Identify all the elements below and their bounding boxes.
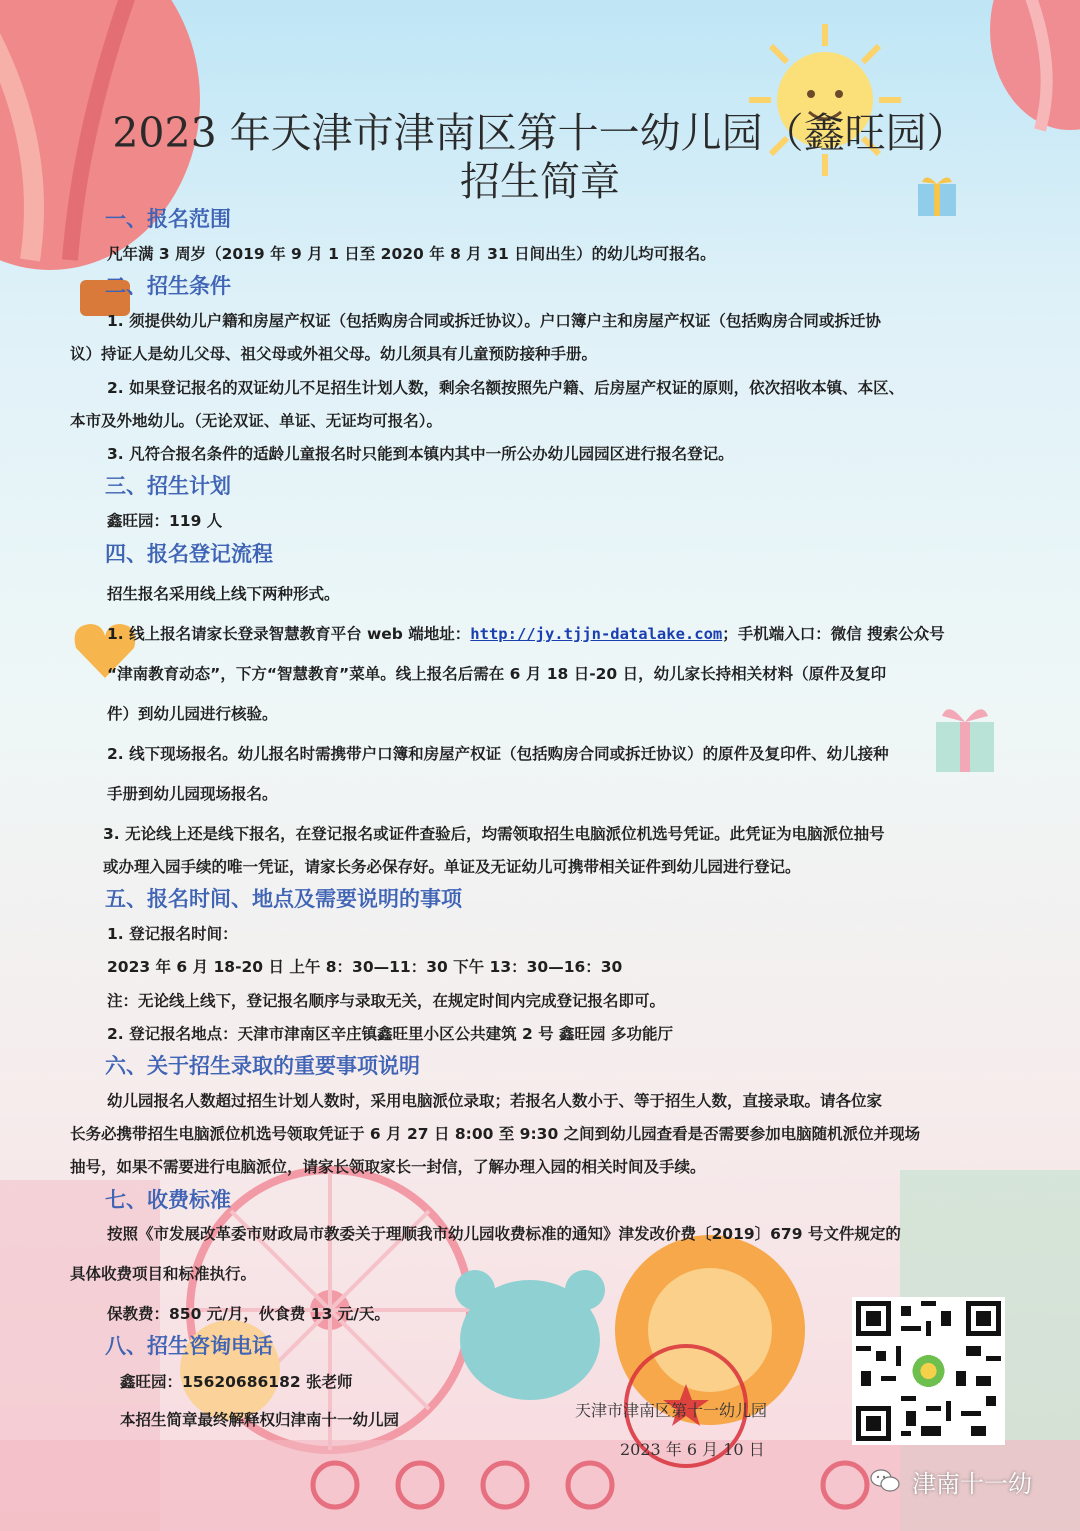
text-span: 1. 线上报名请家长登录智慧教育平台 web 端地址： (107, 625, 471, 643)
paragraph: 招生报名采用线上线下两种形式。 (107, 585, 340, 603)
paragraph: 鑫旺园：119 人 (107, 512, 223, 530)
paragraph: 抽号，如果不需要进行电脑派位，请家长领取家长一封信，了解办理入园的相关时间及手续。 (70, 1158, 706, 1176)
paragraph: 1. 登记报名时间： (107, 925, 238, 943)
section-heading: 三、招生计划 (105, 474, 231, 498)
paragraph: 1. 须提供幼儿户籍和房屋产权证（包括购房合同或拆迁协议）。户口簿户主和房屋产权证（包括购房合同或拆迁协 (107, 312, 881, 330)
text-span: ；手机端入口：微信 搜索公众号 (722, 625, 945, 643)
page-title: 2023 年天津市津南区第十一幼儿园（鑫旺园） (112, 109, 968, 157)
page-subtitle: 招生简章 (460, 159, 620, 205)
watermark-label: 津南十一幼 (912, 1470, 1032, 1498)
section-heading: 四、报名登记流程 (105, 542, 273, 566)
bear-icon (455, 1270, 605, 1400)
paragraph: 具体收费项目和标准执行。 (70, 1265, 257, 1283)
paragraph: 2023 年 6 月 18-20 日 上午 8：30—11：30 下午 13：30—16：30 (107, 958, 623, 976)
paragraph: 注：无论线上线下，登记报名顺序与录取无关，在规定时间内完成登记报名即可。 (107, 992, 666, 1010)
paragraph: 鑫旺园：15620686182 张老师 (120, 1373, 353, 1391)
paragraph: 2. 如果登记报名的双证幼儿不足招生计划人数，剩余名额按照先户籍、后房屋产权证的原则，依次招收本镇、本区、 (107, 379, 905, 397)
registration-link[interactable]: http://jy.tjjn-datalake.com (470, 625, 723, 643)
paragraph: 保教费：850 元/月，伙食费 13 元/天。 (107, 1305, 390, 1323)
paragraph: 件）到幼儿园进行核验。 (107, 705, 278, 723)
gift-box-icon (930, 700, 1000, 775)
qr-code-icon (852, 1297, 1005, 1445)
section-heading: 二、招生条件 (105, 274, 231, 298)
section-heading: 五、报名时间、地点及需要说明的事项 (105, 887, 462, 911)
signature-date: 2023 年 6 月 10 日 (620, 1440, 765, 1459)
paragraph: 本招生简章最终解释权归津南十一幼儿园 (120, 1411, 400, 1429)
section-heading: 一、报名范围 (105, 207, 231, 231)
paragraph: 2. 登记报名地点：天津市津南区辛庄镇鑫旺里小区公共建筑 2 号 鑫旺园 多功能厅 (107, 1025, 673, 1043)
paragraph: 手册到幼儿园现场报名。 (107, 785, 278, 803)
section-heading: 六、关于招生录取的重要事项说明 (105, 1054, 420, 1078)
paragraph: 议）持证人是幼儿父母、祖父母或外祖父母。幼儿须具有儿童预防接种手册。 (70, 345, 598, 363)
paragraph: 长务必携带招生电脑派位机选号领取凭证于 6 月 27 日 8:00 至 9:30 之间到幼儿园查看是否需要参加电脑随机派位并现场 (70, 1125, 921, 1143)
watermark (870, 1462, 1050, 1502)
section-heading: 七、收费标准 (105, 1188, 231, 1212)
paragraph: 2. 线下现场报名。幼儿报名时需携带户口簿和房屋产权证（包括购房合同或拆迁协议）的原件及复印件、幼儿接种 (107, 745, 889, 763)
signature-org: 天津市津南区第十一幼儿园 (575, 1401, 768, 1420)
paragraph: 或办理入园手续的唯一凭证，请家长务必保存好。单证及无证幼儿可携带相关证件到幼儿园进行登记。 (103, 858, 801, 876)
wechat-icon (870, 1468, 900, 1494)
paragraph: “津南教育动态”，下方“智慧教育”菜单。线上报名后需在 6 月 18 日-20 日，幼儿家长持相关材料（原件及复印 (107, 665, 887, 683)
paragraph: 本市及外地幼儿。（无论双证、单证、无证均可报名）。 (70, 412, 443, 430)
section-heading: 八、招生咨询电话 (105, 1334, 273, 1358)
paragraph: 按照《市发展改革委市财政局市教委关于理顺我市幼儿园收费标准的通知》津发改价费〔2019〕679 号文件规定的 (107, 1225, 901, 1243)
paragraph (107, 622, 945, 644)
paragraph: 凡年满 3 周岁（2019 年 9 月 1 日至 2020 年 8 月 31 日间出生）的幼儿均可报名。 (107, 245, 716, 263)
paragraph: 3. 无论线上还是线下报名，在登记报名或证件查验后，均需领取招生电脑派位机选号凭证。此凭证为电脑派位抽号 (103, 825, 885, 843)
paragraph: 3. 凡符合报名条件的适龄儿童报名时只能到本镇内其中一所公办幼儿园园区进行报名登记。 (107, 445, 734, 463)
paragraph: 幼儿园报名人数超过招生计划人数时，采用电脑派位录取；若报名人数小于、等于招生人数，直接录取。请各位家 (107, 1092, 883, 1110)
